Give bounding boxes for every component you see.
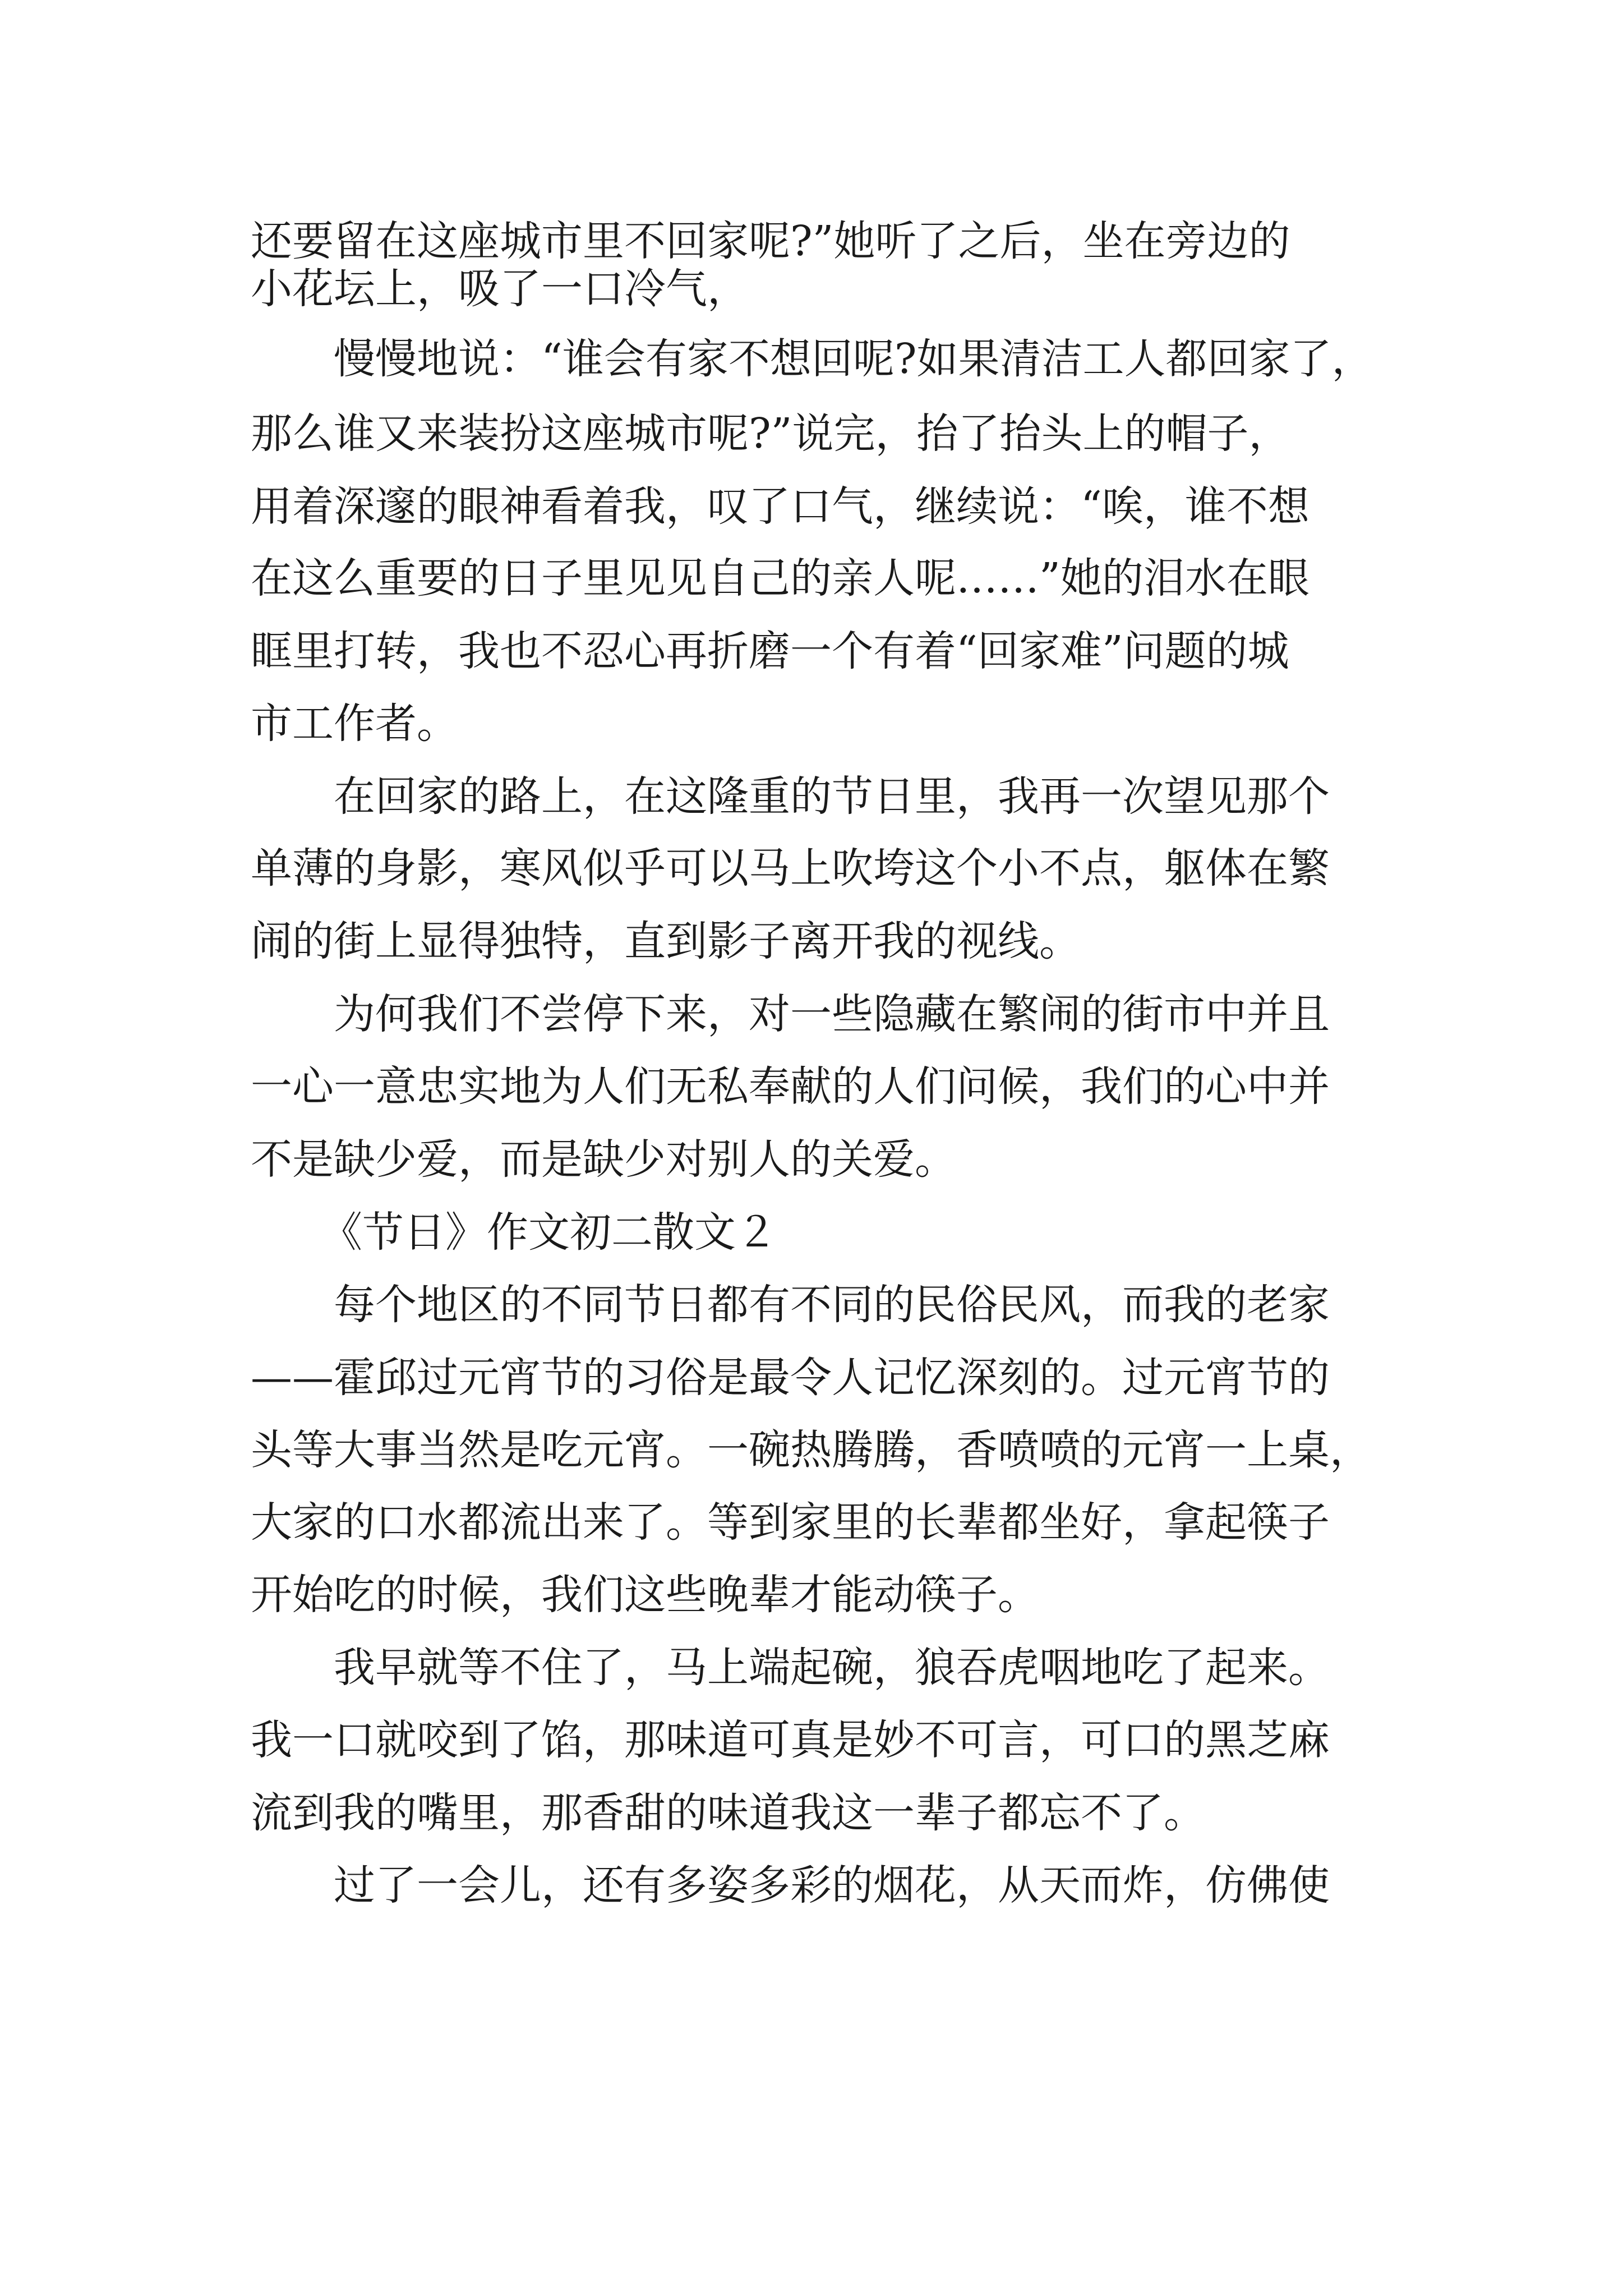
text-line-22: 我一口就咬到了馅，那味道可真是妙不可言，可口的黑芝麻 xyxy=(251,1716,1330,1764)
text-line-6: 在这么重要的日子里见见自己的亲人呢……”她的泪水在眼 xyxy=(251,554,1310,602)
text-line-19: 大家的口水都流出来了。等到家里的长辈都坐好，拿起筷子 xyxy=(251,1498,1330,1547)
text-line-20: 开始吃的时候，我们这些晚辈才能动筷子。 xyxy=(251,1571,1039,1619)
text-line-7: 眶里打转，我也不忍心再折磨一个有着“回家难”问题的城 xyxy=(251,627,1289,675)
text-line-9: 在回家的路上，在这隆重的节日里，我再一次望见那个 xyxy=(334,772,1330,821)
text-line-24: 过了一会儿，还有多姿多彩的烟花，从天而炸，仿佛使 xyxy=(334,1861,1330,1910)
section-heading: 《节日》作文初二散文２ xyxy=(321,1208,777,1257)
text-line-21: 我早就等不住了，马上端起碗，狼吞虎咽地吃了起来。 xyxy=(334,1644,1330,1692)
text-line-8: 市工作者。 xyxy=(251,700,458,748)
text-line-2: 小花坛上，吸了一口冷气， xyxy=(251,265,749,313)
text-line-18: 头等大事当然是吃元宵。一碗热腾腾，香喷喷的元宵一上桌， xyxy=(251,1426,1371,1474)
text-line-10: 单薄的身影，寒风似乎可以马上吹垮这个小不点，躯体在繁 xyxy=(251,844,1330,892)
text-line-1: 还要留在这座城市里不回家呢?”她听了之后，坐在旁边的 xyxy=(251,217,1290,265)
text-line-13: 一心一意忠实地为人们无私奉献的人们问候，我们的心中并 xyxy=(251,1062,1330,1111)
text-line-16: 每个地区的不同节日都有不同的民俗民风，而我的老家 xyxy=(334,1281,1330,1329)
text-line-23: 流到我的嘴里，那香甜的味道我这一辈子都忘不了。 xyxy=(251,1789,1205,1837)
text-line-12: 为何我们不尝停下来，对一些隐藏在繁闹的街市中并且 xyxy=(334,990,1330,1038)
text-line-4: 那么谁又来装扮这座城市呢?”说完，抬了抬头上的帽子， xyxy=(251,409,1290,458)
text-line-11: 闹的街上显得独特，直到影子离开我的视线。 xyxy=(251,917,1081,965)
text-line-14: 不是缺少爱，而是缺少对别人的关爱。 xyxy=(251,1135,956,1184)
text-line-17: ——霍邱过元宵节的习俗是最令人记忆深刻的。过元宵节的 xyxy=(251,1354,1330,1402)
text-line-5: 用着深邃的眼神看着我，叹了口气，继续说：“唉，谁不想 xyxy=(251,482,1310,531)
text-line-3: 慢慢地说：“谁会有家不想回呢?如果清洁工人都回家了， xyxy=(334,335,1373,383)
